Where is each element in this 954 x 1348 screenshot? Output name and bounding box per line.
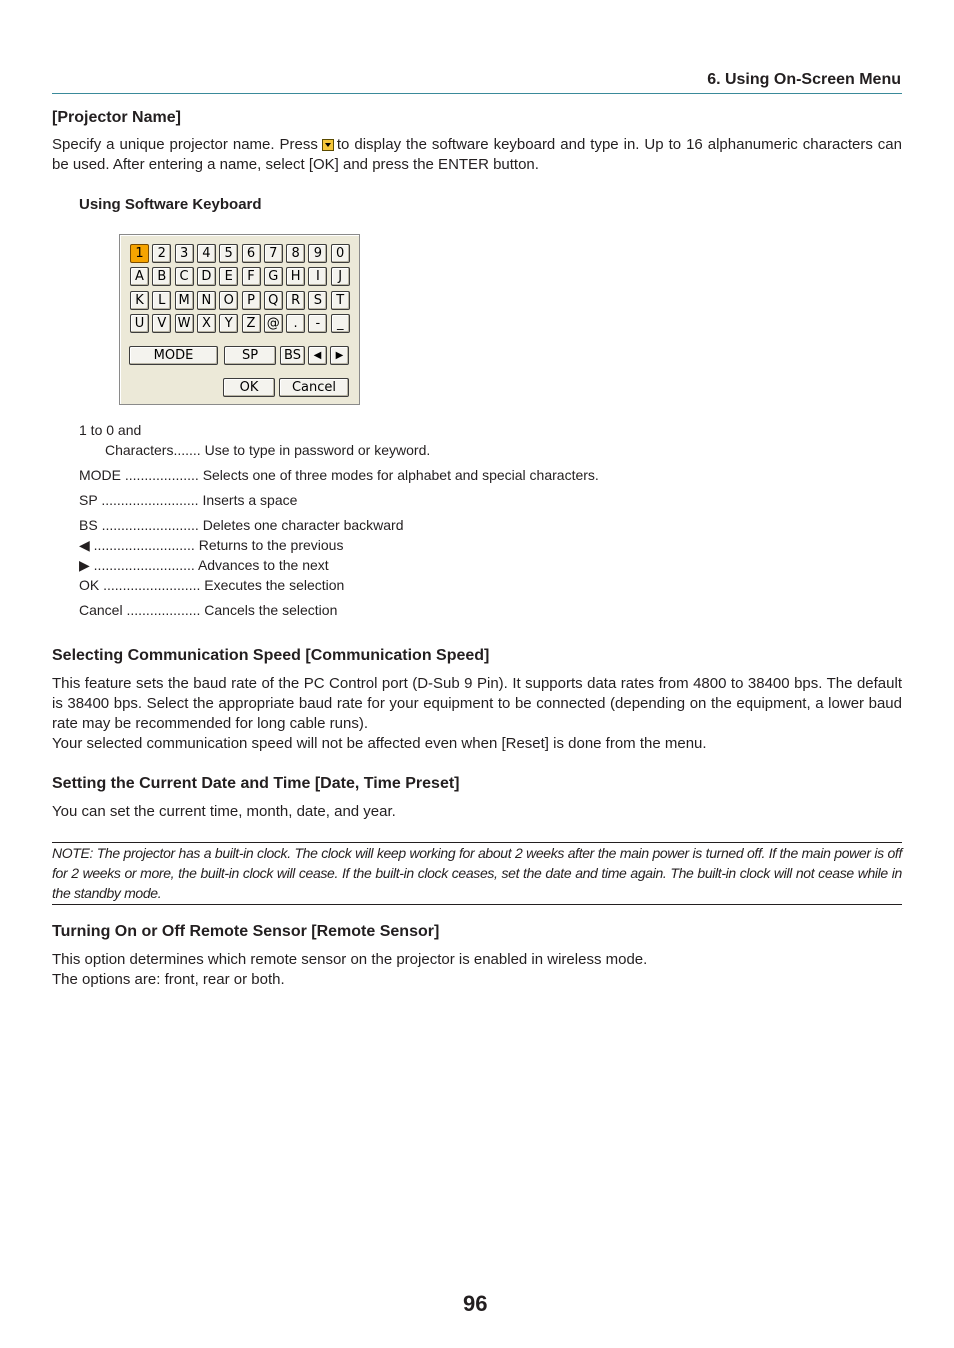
legend-leader: ...................	[126, 602, 201, 618]
projector-name-text-after: to display the software keyboard and type in. Up to 16 alphanumeric characters can be used. After entering a name, select [OK] and press the ENTER button.	[52, 136, 902, 173]
down-arrow-key-icon	[322, 139, 334, 151]
key-2-1[interactable]: L	[152, 291, 171, 310]
key-2-8[interactable]: S	[308, 291, 327, 310]
legend-term: BS	[79, 517, 98, 533]
key-0-2[interactable]: 3	[175, 244, 194, 263]
legend-leader: .........................	[103, 577, 201, 593]
legend-item	[79, 490, 297, 510]
key-2-4[interactable]: O	[219, 291, 238, 310]
key-2-6[interactable]: Q	[264, 291, 283, 310]
key-0-3[interactable]: 4	[197, 244, 216, 263]
key-3-7[interactable]: .	[286, 314, 305, 333]
key-1-8[interactable]: I	[308, 267, 327, 286]
remote-sensor-text-2: The options are: front, rear or both.	[52, 971, 285, 988]
remote-sensor-heading: Turning On or Off Remote Sensor [Remote Sensor]	[52, 923, 440, 940]
projector-name-heading: [Projector Name]	[52, 109, 181, 126]
key-1-4[interactable]: E	[219, 267, 238, 286]
key-1-5[interactable]: F	[242, 267, 261, 286]
legend-leader: .......	[173, 442, 201, 458]
key-3-8[interactable]: -	[308, 314, 327, 333]
key-3-9[interactable]: _	[331, 314, 350, 333]
note-bottom-rule	[52, 904, 902, 905]
software-keyboard-subheading: Using Software Keyboard	[79, 196, 262, 213]
key-0-9[interactable]: 0	[331, 244, 350, 263]
key-1-1[interactable]: B	[152, 267, 171, 286]
projector-name-description	[52, 135, 902, 175]
legend-term: MODE	[79, 467, 121, 483]
comm-speed-reset-note: Your selected communication speed will not be affected even when [Reset] is done from the menu.	[52, 735, 707, 752]
key-3-6[interactable]: @	[264, 314, 283, 333]
key-1-0[interactable]: A	[130, 267, 149, 286]
legend-term: SP	[79, 492, 98, 508]
legend-leader: .........................	[101, 517, 199, 533]
legend-description: Inserts a space	[202, 492, 298, 508]
legend-term: OK	[79, 577, 100, 593]
key-2-0[interactable]: K	[130, 291, 149, 310]
key-3-4[interactable]: Y	[219, 314, 238, 333]
legend-description: Use to type in password or keyword.	[204, 442, 431, 458]
cancel-button[interactable]: Cancel	[279, 378, 349, 397]
legend-leader: ..........................	[93, 537, 195, 553]
key-2-7[interactable]: R	[286, 291, 305, 310]
legend-item	[79, 420, 141, 440]
legend-leader: ..........................	[93, 557, 195, 573]
key-2-9[interactable]: T	[331, 291, 350, 310]
left-arrow-key[interactable]: ◀	[308, 346, 327, 365]
legend-description: Selects one of three modes for alphabet and special characters.	[202, 467, 599, 483]
key-0-7[interactable]: 8	[286, 244, 305, 263]
key-0-4[interactable]: 5	[219, 244, 238, 263]
key-0-6[interactable]: 7	[264, 244, 283, 263]
legend-leader: ...................	[124, 467, 199, 483]
key-1-6[interactable]: G	[264, 267, 283, 286]
key-2-3[interactable]: N	[197, 291, 216, 310]
legend-description: Executes the selection	[204, 577, 345, 593]
legend-term: Cancel	[79, 602, 123, 618]
key-3-1[interactable]: V	[152, 314, 171, 333]
legend-term: Characters	[105, 442, 174, 458]
space-key[interactable]: SP	[224, 346, 276, 365]
mode-key[interactable]: MODE	[129, 346, 218, 365]
key-0-0[interactable]: 1	[130, 244, 149, 263]
date-time-text: You can set the current time, month, date, and year.	[52, 803, 396, 820]
legend-term: 1 to 0 and	[79, 422, 142, 438]
key-3-2[interactable]: W	[175, 314, 194, 333]
legend-item	[79, 465, 599, 485]
header-divider	[52, 93, 902, 94]
date-time-heading: Setting the Current Date and Time [Date, Time Preset]	[52, 775, 460, 792]
key-3-0[interactable]: U	[130, 314, 149, 333]
legend-description: Cancels the selection	[204, 602, 338, 618]
key-2-2[interactable]: M	[175, 291, 194, 310]
legend-item	[79, 555, 329, 575]
right-arrow-icon: ▶	[79, 557, 90, 573]
key-1-3[interactable]: D	[197, 267, 216, 286]
remote-sensor-text-1: This option determines which remote sensor on the projector is enabled in wireless mode.	[52, 951, 648, 968]
ok-button[interactable]: OK	[223, 378, 275, 397]
key-1-9[interactable]: J	[331, 267, 350, 286]
left-arrow-icon: ◀	[79, 537, 90, 553]
comm-speed-paragraph: This feature sets the baud rate of the PC Control port (D-Sub 9 Pin). It supports data rates from 4800 to 38400 bps. The default is 38400 bps. Select the appropriate baud rate for your equipment to be connected (depending on the equipment, a lower baud rate may be recommended for long cable runs).	[52, 675, 902, 732]
legend-item	[79, 535, 343, 555]
legend-item	[79, 575, 344, 595]
key-2-5[interactable]: P	[242, 291, 261, 310]
right-arrow-key[interactable]: ▶	[330, 346, 349, 365]
key-0-8[interactable]: 9	[308, 244, 327, 263]
key-1-2[interactable]: C	[175, 267, 194, 286]
page-number: 96	[463, 1291, 488, 1316]
key-1-7[interactable]: H	[286, 267, 305, 286]
legend-description: Advances to the next	[197, 557, 329, 573]
key-3-5[interactable]: Z	[242, 314, 261, 333]
key-0-1[interactable]: 2	[152, 244, 171, 263]
software-keyboard	[119, 234, 360, 405]
key-3-3[interactable]: X	[197, 314, 216, 333]
clock-note: NOTE: The projector has a built-in clock. The clock will keep working for about 2 weeks after the main power is turned off. If the main power is off for 2 weeks or more, the built-in clock will cease. If the built-in clock ceases, set the date and time again. The built-in clock will not cease while in the standby mode.	[52, 845, 902, 901]
key-0-5[interactable]: 6	[242, 244, 261, 263]
legend-item	[105, 440, 430, 460]
projector-name-text-before: Specify a unique projector name. Press	[52, 136, 318, 153]
legend-item	[79, 600, 337, 620]
legend-item	[79, 515, 404, 535]
section-header-title: 6. Using On-Screen Menu	[707, 71, 901, 88]
comm-speed-heading: Selecting Communication Speed [Communication Speed]	[52, 647, 490, 664]
legend-description: Returns to the previous	[198, 537, 344, 553]
legend-description: Deletes one character backward	[202, 517, 404, 533]
backspace-key[interactable]: BS	[280, 346, 305, 365]
legend-leader: .........................	[101, 492, 199, 508]
